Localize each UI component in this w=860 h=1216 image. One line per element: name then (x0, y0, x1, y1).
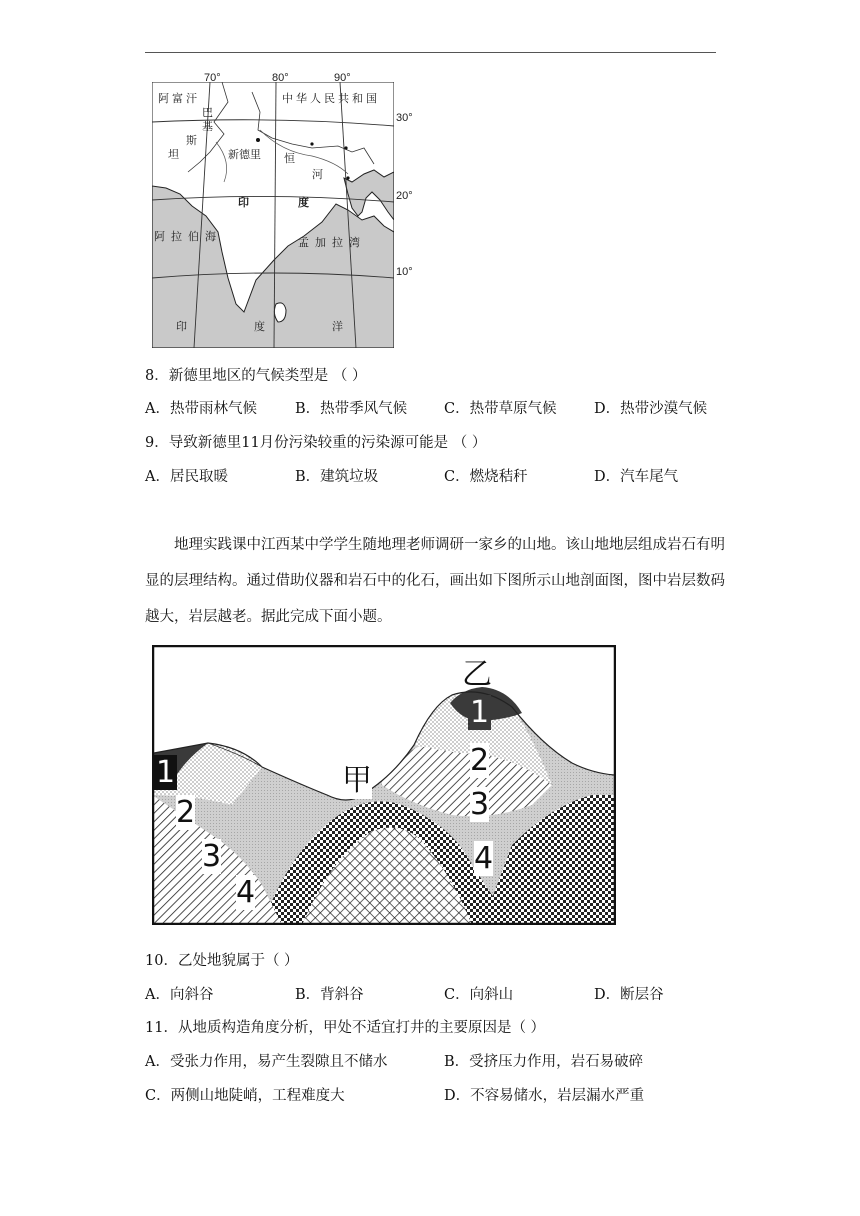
question-11-option-c[interactable]: C．两侧山地陡峭，工程难度大 (145, 1088, 345, 1104)
label-layer-3-right: 3 (470, 787, 490, 822)
question-8-option-c[interactable]: C．热带草原气候 (444, 401, 557, 417)
label-afghanistan: 阿富汗 (158, 93, 200, 105)
question-9-stem: 9．导致新德里11月份污染较重的污染源可能是 （ ） (145, 435, 487, 451)
reading-passage (145, 527, 725, 635)
label-layer-1-left: 1 (156, 755, 176, 790)
question-8-option-a[interactable]: A．热带雨林气候 (145, 401, 257, 417)
question-9-option-c[interactable]: C．燃烧秸秆 (444, 469, 528, 485)
label-new-delhi: 新德里 (228, 149, 261, 161)
question-10-option-d[interactable]: D．断层谷 (594, 987, 664, 1003)
label-ganges-1: 恒 (284, 153, 295, 165)
label-layer-2-right: 2 (470, 743, 490, 778)
geologic-section-figure (152, 645, 616, 925)
label-china: 中华人民共和国 (282, 93, 380, 105)
header-rule (145, 52, 716, 53)
question-9-option-d[interactable]: D．汽车尾气 (594, 469, 679, 485)
longitude-70: 70° (204, 72, 221, 84)
label-layer-4-right: 4 (474, 841, 494, 876)
question-10-option-c[interactable]: C．向斜山 (444, 987, 514, 1003)
label-india-2: 度 (298, 197, 309, 209)
label-ganges-2: 河 (312, 169, 323, 181)
label-layer-3-left: 3 (202, 839, 222, 874)
label-jia: 甲 (342, 755, 372, 799)
label-pakistan-1: 巴 (202, 107, 213, 119)
latitude-20: 20° (396, 190, 413, 202)
label-pakistan-2: 基 (202, 121, 213, 133)
label-layer-2-left: 2 (176, 795, 196, 830)
latitude-30: 30° (396, 112, 413, 124)
latitude-10: 10° (396, 266, 413, 278)
label-yi: 乙 (462, 657, 492, 692)
question-11-option-a[interactable]: A．受张力作用，易产生裂隙且不储水 (145, 1054, 388, 1070)
question-10-option-a[interactable]: A．向斜谷 (145, 987, 214, 1003)
question-8-option-b[interactable]: B．热带季风气候 (295, 401, 408, 417)
question-11-option-b[interactable]: B．受挤压力作用，岩石易破碎 (444, 1054, 644, 1070)
label-indian-ocean-1: 印 (176, 321, 187, 333)
question-10-option-b[interactable]: B．背斜谷 (295, 987, 364, 1003)
question-8-option-d[interactable]: D．热带沙漠气候 (594, 401, 708, 417)
label-bay-of-bengal: 孟加拉湾 (298, 237, 366, 249)
longitude-80: 80° (272, 72, 289, 84)
label-indian-ocean-2: 度 (254, 321, 265, 333)
question-11-stem: 11．从地质构造角度分析，甲处不适宜打井的主要原因是（ ） (145, 1020, 546, 1036)
question-10-stem: 10．乙处地貌属于（ ） (145, 953, 299, 969)
question-9-option-a[interactable]: A．居民取暖 (145, 469, 228, 485)
longitude-90: 90° (334, 72, 351, 84)
question-9-option-b[interactable]: B．建筑垃圾 (295, 469, 379, 485)
question-8-stem: 8．新德里地区的气候类型是 （ ） (145, 368, 367, 384)
passage-text: 地理实践课中江西某中学学生随地理老师调研一家乡的山地。该山地地层组成岩石有明显的层理结构。通过借助仪器和岩石中的化石，画出如下图所示山地剖面图，图中岩层数码越大，岩层越老。据此完成下面小题。 (145, 537, 725, 625)
south-asia-map (152, 72, 413, 348)
label-pakistan-4: 坦 (168, 149, 179, 161)
question-11-option-d[interactable]: D．不容易储水，岩层漏水严重 (444, 1088, 645, 1104)
label-layer-1-right: 1 (470, 695, 490, 730)
label-india-1: 印 (238, 197, 249, 209)
label-layer-4-left: 4 (236, 875, 256, 910)
label-indian-ocean-3: 洋 (332, 321, 343, 333)
label-pakistan-3: 斯 (186, 135, 197, 147)
label-arabian-sea: 阿拉伯海 (154, 231, 222, 243)
